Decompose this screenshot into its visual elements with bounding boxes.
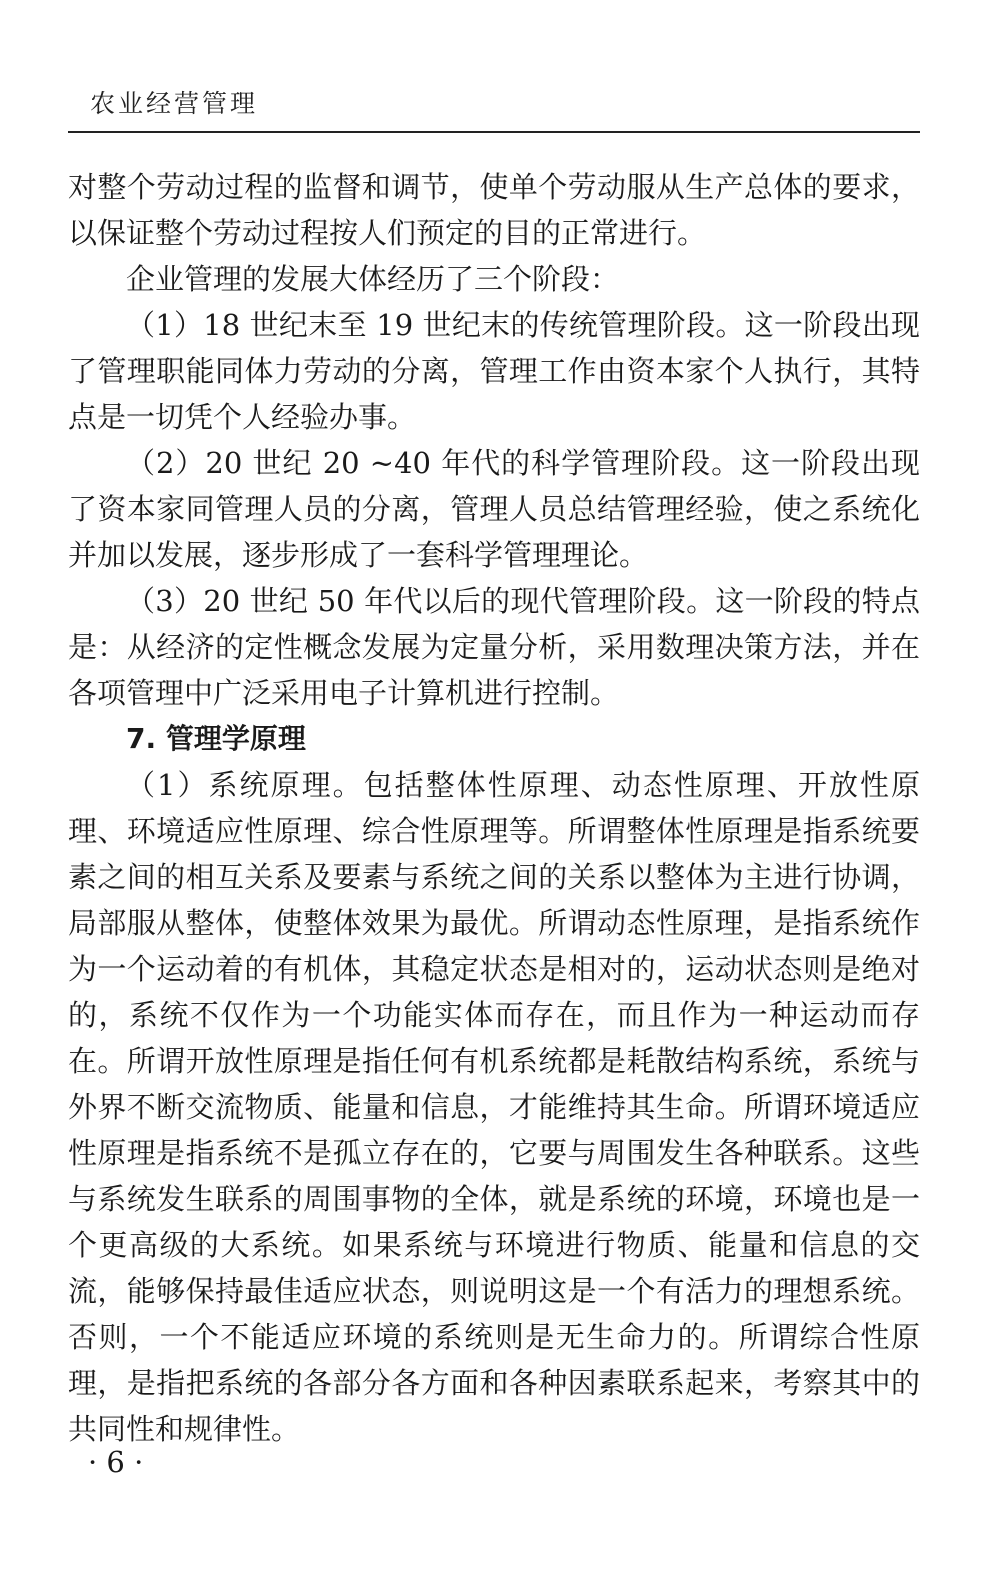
paragraph-continuation: 对整个劳动过程的监督和调节，使单个劳动服从生产总体的要求，以保证整个劳动过程按人们预定的目的正常进行。 xyxy=(68,170,920,250)
paragraph-stage-1: （1）18 世纪末至 19 世纪末的传统管理阶段。这一阶段出现了管理职能同体力劳动的分离，管理工作由资本家个人执行，其特点是一切凭个人经验办事。 xyxy=(68,308,920,434)
section-heading: 7. 管理学原理 xyxy=(126,722,306,755)
paragraph-stage-3: （3）20 世纪 50 年代以后的现代管理阶段。这一阶段的特点是：从经济的定性概念发展为定量分析，采用数理决策方法，并在各项管理中广泛采用电子计算机进行控制。 xyxy=(68,584,920,710)
page-number: · 6 · xyxy=(88,1445,144,1479)
paragraph-stages-intro: 企业管理的发展大体经历了三个阶段： xyxy=(126,262,620,296)
header-rule xyxy=(68,131,920,133)
body-text xyxy=(68,164,920,1452)
running-header-title: 农业经营管理 xyxy=(90,89,259,118)
paragraph-stage-2: （2）20 世纪 20 ~40 年代的科学管理阶段。这一阶段出现了资本家同管理人员的分离，管理人员总结管理经验，使之系统化并加以发展，逐步形成了一套科学管理理论。 xyxy=(68,446,920,572)
paragraph-system-principle: （1）系统原理。包括整体性原理、动态性原理、开放性原理、环境适应性原理、综合性原理等。所谓整体性原理是指系统要素之间的相互关系及要素与系统之间的关系以整体为主进行协调，局部服从整体，使整体效果为最优。所谓动态性原理，是指系统作为一个运动着的有机体，其稳定状态是相对的，运动状态则是绝对的，系统不仅作为一个功能实体而存在，而且作为一种运动而存在。所谓开放性原理是指任何有机系统都是耗散结构系统，系统与外界不断交流物质、能量和信息，才能维持其生命。所谓环境适应性原理是指系统不是孤立存在的，它要与周围发生各种联系。这些与系统发生联系的周围事物的全体，就是系统的环境，环境也是一个更高级的大系统。如果系统与环境进行物质、能量和信息的交流，能够保持最佳适应状态，则说明这是一个有活力的理想系统。否则，一个不能适应环境的系统则是无生命力的。所谓综合性原理，是指把系统的各部分各方面和各种因素联系起来，考察其中的共同性和规律性。 xyxy=(68,768,920,1446)
